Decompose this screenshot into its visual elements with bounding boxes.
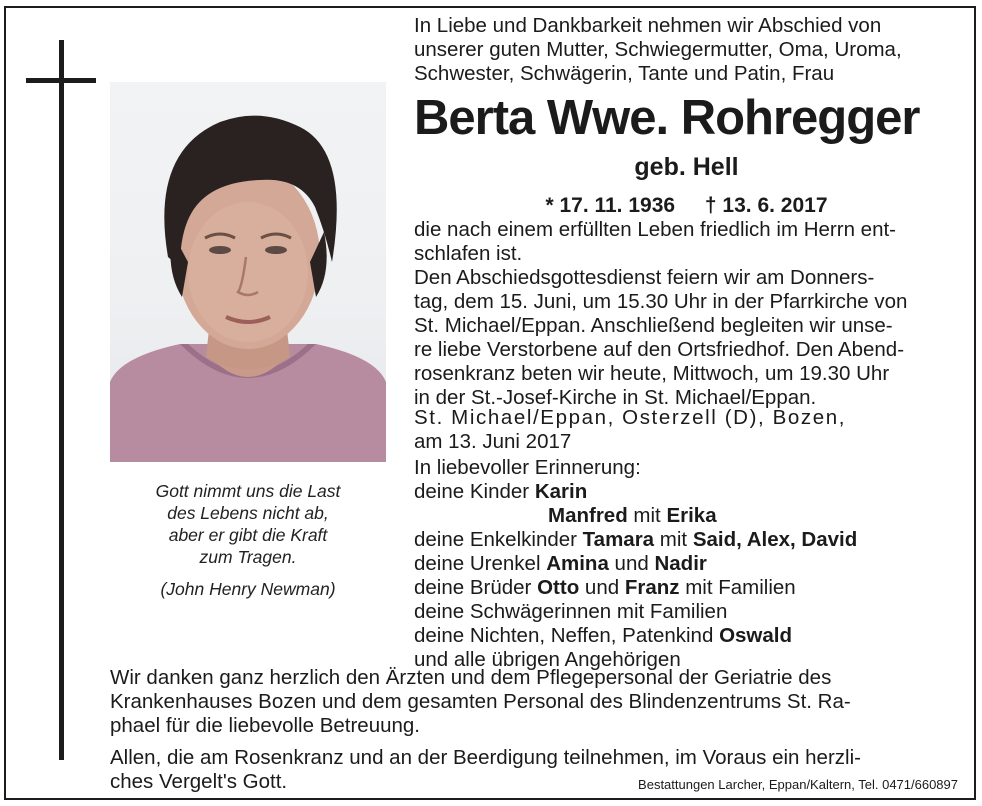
- connector: mit Familien: [679, 576, 796, 599]
- thanks-line: Krankenhauses Bozen und dem gesamten Personal des Blindenzentrums St. Ra-: [110, 690, 851, 713]
- life-dates: [414, 193, 959, 219]
- mourners-row-children: [414, 480, 959, 504]
- row-prefix: deine Urenkel: [414, 552, 547, 575]
- mourners-heading: In liebevoller Erinnerung:: [414, 456, 641, 479]
- partner-name: Erika: [666, 504, 717, 527]
- text-line: in der St.-Josef-Kirche in St. Michael/Eppan.: [414, 386, 817, 409]
- quote-line: aber er gibt die Kraft: [168, 525, 328, 545]
- place-and-date: [414, 406, 959, 454]
- connector: und: [579, 576, 625, 599]
- connector: mit: [654, 528, 693, 551]
- text-line: St. Michael/Eppan. Anschließend begleiten wir unse-: [414, 314, 893, 337]
- text-line: re liebe Verstorbene auf den Ortsfriedhof. Den Abend-: [414, 338, 905, 361]
- portrait-illustration: [110, 82, 386, 462]
- connector: mit: [627, 504, 667, 527]
- funeral-home-credit: Bestattungen Larcher, Eppan/Kaltern, Tel. 0471/660897: [638, 777, 958, 792]
- quote-author: (John Henry Newman): [160, 579, 336, 599]
- birth-date: * 17. 11. 1936: [545, 194, 676, 217]
- thanks-line: phael für die liebevolle Betreuung.: [110, 714, 420, 737]
- mourners-row-nieces: [414, 624, 959, 648]
- deceased-name: Berta Wwe. Rohregger: [414, 91, 920, 145]
- mourners-list: [414, 456, 959, 672]
- brother-name: Franz: [624, 576, 680, 599]
- child-name: Manfred: [548, 504, 628, 527]
- mourners-row-children-2: [414, 504, 959, 528]
- memorial-quote: [110, 480, 386, 600]
- quote-line: zum Tragen.: [199, 547, 297, 567]
- mourners-row-sisters-in-law: deine Schwägerinnen mit Familien: [414, 600, 728, 623]
- row-prefix: deine Kinder: [414, 480, 535, 503]
- portrait-photo: [110, 82, 386, 462]
- intro-line: In Liebe und Dankbarkeit nehmen wir Abschied von: [414, 14, 882, 37]
- death-date: † 13. 6. 2017: [704, 194, 828, 217]
- intro-line: Schwester, Schwägerin, Tante und Patin, Frau: [414, 62, 835, 85]
- text-line: tag, dem 15. Juni, um 15.30 Uhr in der Pfarrkirche von: [414, 290, 908, 313]
- mourners-row-grandchildren: [414, 528, 959, 552]
- mourners-row-brothers: [414, 576, 959, 600]
- child-name: Karin: [534, 480, 588, 503]
- brother-name: Otto: [537, 576, 580, 599]
- grandchild-names: Said, Alex, David: [692, 528, 858, 551]
- great-grandchild-name: Amina: [546, 552, 609, 575]
- godchild-name: Oswald: [719, 624, 792, 647]
- notice-date: am 13. Juni 2017: [414, 430, 572, 453]
- text-line: schlafen ist.: [414, 242, 523, 265]
- great-grandchild-name: Nadir: [654, 552, 707, 575]
- mourners-row-others: und alle übrigen Angehörigen: [414, 648, 681, 671]
- maiden-name: geb. Hell: [634, 153, 739, 181]
- cross-vertical-bar: [59, 40, 64, 760]
- row-prefix: deine Brüder: [414, 576, 538, 599]
- connector: und: [608, 552, 655, 575]
- quote-line: Gott nimmt uns die Last: [155, 481, 341, 501]
- announcement-text: [414, 218, 959, 410]
- grandchild-name: Tamara: [582, 528, 655, 551]
- intro-line: unserer guten Mutter, Schwiegermutter, Oma, Uroma,: [414, 38, 902, 61]
- text-line: rosenkranz beten wir heute, Mittwoch, um 19.30 Uhr: [414, 362, 890, 385]
- thanks-line: Allen, die am Rosenkranz und an der Beerdigung teilnehmen, im Voraus ein herzli-: [110, 746, 861, 769]
- row-prefix: deine Nichten, Neffen, Patenkind: [414, 624, 720, 647]
- locations: St. Michael/Eppan, Osterzell (D), Bozen,: [414, 406, 847, 429]
- intro-text: [414, 14, 959, 86]
- thanks-text: [110, 666, 960, 794]
- thanks-line: ches Vergelt's Gott.: [110, 770, 288, 793]
- text-line: die nach einem erfüllten Leben friedlich im Herrn ent-: [414, 218, 897, 241]
- quote-line: des Lebens nicht ab,: [167, 503, 329, 523]
- mourners-row-great-grandchildren: [414, 552, 959, 576]
- row-prefix: deine Enkelkinder: [414, 528, 583, 551]
- text-line: Den Abschiedsgottesdienst feiern wir am Donners-: [414, 266, 875, 289]
- cross-horizontal-bar: [26, 78, 96, 83]
- thanks-line: Wir danken ganz herzlich den Ärzten und dem Pflegepersonal der Geriatrie des: [110, 666, 832, 689]
